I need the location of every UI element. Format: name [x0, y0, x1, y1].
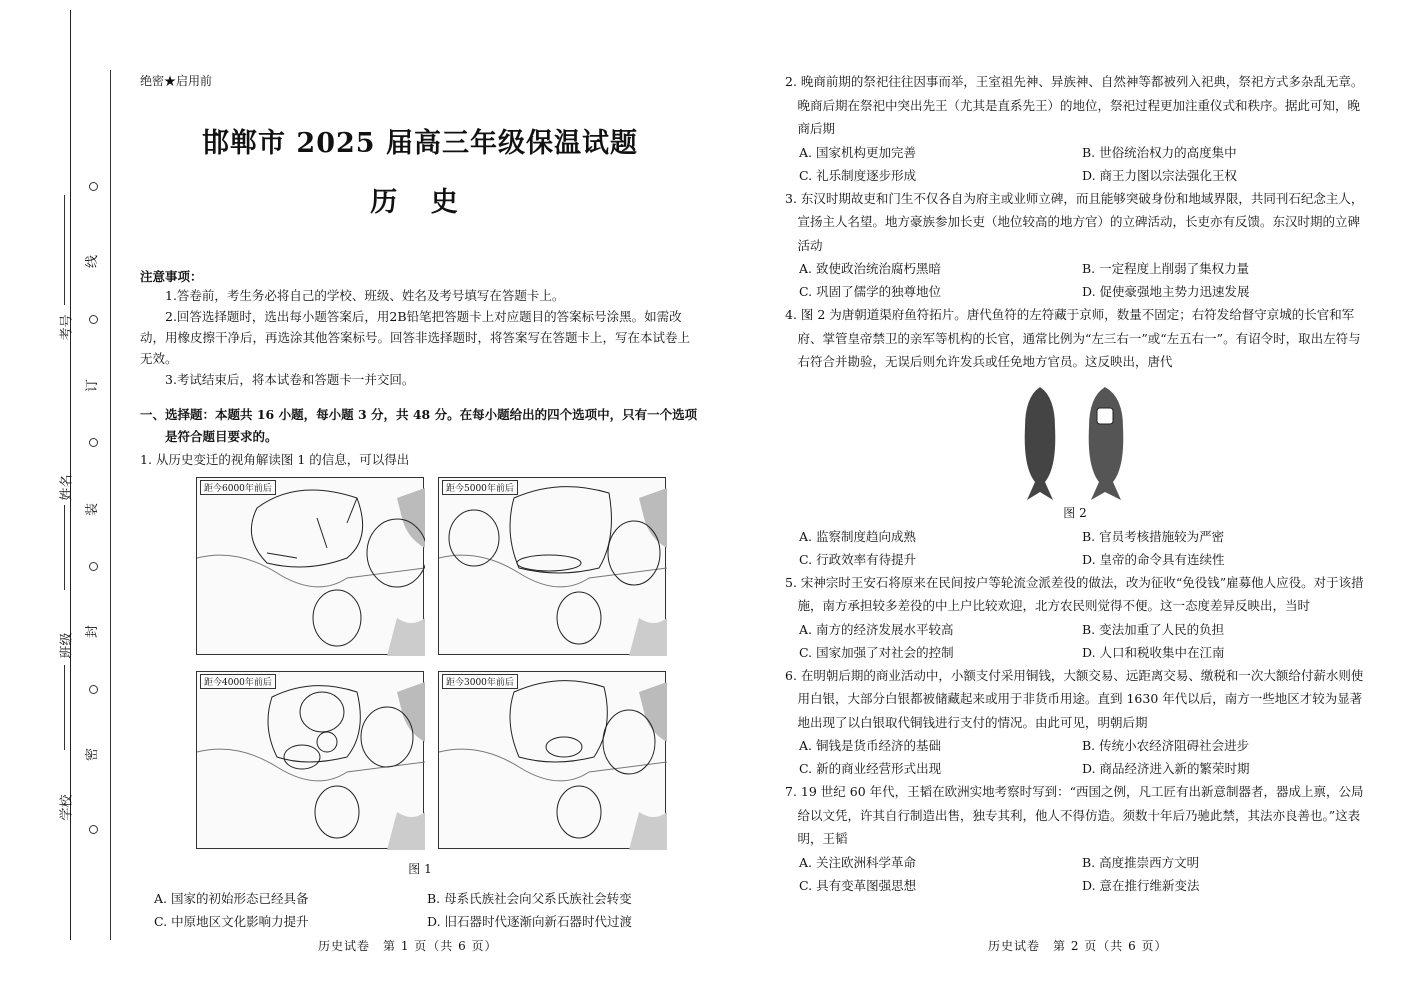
- option: A. 国家的初始形态已经具备: [154, 891, 309, 906]
- binding-hole: [89, 685, 98, 694]
- question-6-options: [785, 734, 1365, 780]
- question-1-options: [140, 887, 700, 933]
- map-panel: [438, 477, 666, 655]
- option: C. 礼乐制度逐步形成: [799, 167, 917, 183]
- page-2: [785, 70, 1365, 897]
- field-underline: [64, 505, 65, 590]
- option: B. 传统小农经济阻碍社会进步: [1082, 738, 1250, 753]
- map-drawing: [197, 478, 425, 656]
- question-2-stem: 2. 晚商前期的祭祀往往因事而举，王室祖先神、异族神、自然神等都被列入祀典，祭祀方式多杂乱无章。晚商后期在祭祀中突出先王（尤其是直系先王）的地位，祭祀过程更加注重仪式和秩序。据此可知，晚商后期: [785, 74, 1364, 136]
- map-panel: [196, 671, 424, 849]
- question-5-options: [785, 618, 1365, 664]
- option: B. 高度推崇西方文明: [1082, 854, 1200, 870]
- option: C. 具有变革图强思想: [799, 877, 917, 893]
- map-drawing: [439, 478, 667, 656]
- page-2-footer: 历史试卷 第 2 页（共 6 页）: [988, 939, 1168, 953]
- option: A. 监察制度趋向成熟: [799, 528, 916, 544]
- option: A. 国家机构更加完善: [799, 144, 916, 160]
- page-1: [140, 70, 700, 933]
- option: A. 致使政治统治腐朽黑暗: [799, 261, 941, 276]
- option: D. 旧石器时代逐渐向新石器时代过渡: [427, 914, 633, 929]
- notice-heading: 注意事项：: [140, 269, 203, 284]
- option: A. 关注欧洲科学革命: [799, 854, 916, 870]
- binding-char: 封: [85, 624, 101, 639]
- binding-char: 线: [85, 254, 101, 269]
- notice-item: 1.答卷前，考生务必将自己的学校、班级、姓名及考号填写在答题卡上。: [165, 288, 565, 303]
- field-underline: [64, 665, 65, 750]
- figure-2-caption: 图 2: [1063, 505, 1087, 520]
- question-7-options: [785, 851, 1365, 897]
- question-2-options: [785, 141, 1365, 187]
- option: D. 商王力图以宗法强化王权: [1082, 167, 1238, 183]
- question-4-stem: 4. 图 2 为唐朝道渠府鱼符拓片。唐代鱼符的左符藏于京师，数量不固定；右符发给督守京城的长官和军府、掌管皇帝禁卫的亲军等机构的长官，通常比例为“左三右一”或“左五右一”。有诏令时，取出左符与右符合并勘验，无误后则允许发兵或任免地方官员。这反映出，唐代: [785, 307, 1361, 369]
- page-1-footer: 历史试卷 第 1 页（共 6 页）: [318, 939, 498, 953]
- question-5-stem: 5. 宋神宗时王安石将原来在民间按户等轮流佥派差役的做法，改为征收“免役钱”雇募他人应役。对于该措施，南方承担较多差役的中上户比较欢迎，北方农民则觉得不便。这一态度差异反映出，当时: [785, 574, 1364, 613]
- option: B. 变法加重了人民的负担: [1082, 621, 1225, 637]
- question-4-options: [785, 525, 1365, 571]
- option: D. 人口和税收集中在江南: [1082, 644, 1225, 660]
- binding-hole: [89, 562, 98, 571]
- question-3-options: [785, 257, 1365, 303]
- binding-char: 装: [85, 502, 101, 517]
- question-6-stem: 6. 在明朝后期的商业活动中，小额支付采用铜钱，大额交易、远距离交易、缴税和一次大额给付薪水则使用白银，大部分白银都被储藏起来或用于非货币用途。直到 1630 年代以后，南方一些地区才较为显著地出现了以白银取代铜钱进行支付的情况。由此可见，明朝后期: [785, 667, 1364, 730]
- map-label: 距今6000年前后: [200, 480, 276, 495]
- map-label: 距今5000年前后: [442, 480, 518, 495]
- option: B. 官员考核措施较为严密: [1082, 528, 1225, 544]
- notice-item: 3.考试结束后，将本试卷和答题卡一并交回。: [165, 372, 415, 387]
- option: A. 铜钱是货币经济的基础: [799, 738, 941, 753]
- question-7-stem: 7. 19 世纪 60 年代，王韬在欧洲实地考察时写到：“西国之例，凡工匠有出新意制器者，器成上禀，公局给以文凭，许其自行制造出售，独专其利，他人不得仿造。须数十年后乃驰此禁，其法亦良善也。”这表明，王韬: [785, 784, 1364, 846]
- option: B. 世俗统治权力的高度集中: [1082, 144, 1237, 160]
- field-school: 学校: [59, 794, 75, 821]
- fish-tally-figure: [1005, 382, 1145, 502]
- secret-mark: 绝密★启用前: [140, 74, 213, 88]
- map-label: 距今3000年前后: [442, 674, 518, 689]
- figure-1-caption: 图 1: [408, 862, 432, 876]
- binding-hole: [89, 825, 98, 834]
- map-drawing: [439, 672, 667, 850]
- option: B. 一定程度上削弱了集权力量: [1082, 261, 1250, 276]
- binding-char: 密: [85, 747, 101, 762]
- binding-hole: [89, 438, 98, 447]
- option: D. 商品经济进入新的繁荣时期: [1082, 761, 1250, 776]
- field-underline: [64, 195, 65, 305]
- binding-char: 订: [85, 378, 101, 393]
- option: D. 皇帝的命令具有连续性: [1082, 551, 1225, 567]
- option: C. 新的商业经营形式出现: [799, 761, 942, 776]
- notice-item: 2.回答选择题时，选出每小题答案后，用2B铅笔把答题卡上对应题目的答案标号涂黑。如需改动，用橡皮擦干净后，再选涂其他答案标号。回答非选择题时，将答案写在答题卡上，写在本试卷上无效。: [140, 309, 691, 366]
- field-name: 姓名: [59, 474, 75, 501]
- figure-1-maps: [196, 477, 666, 852]
- binding-hole: [89, 182, 98, 191]
- option: B. 母系氏族社会向父系氏族社会转变: [427, 891, 632, 906]
- option: C. 中原地区文化影响力提升: [154, 914, 309, 929]
- exam-title: 邯郸市 2025 届高三年级保温试题: [202, 128, 638, 159]
- field-exam-number: 考号: [59, 314, 75, 341]
- exam-subject: 历 史: [370, 187, 470, 218]
- question-3-stem: 3. 东汉时期故吏和门生不仅各自为府主或业师立碑，而且能够突破身份和地域界限，共同刊石纪念主人，宣扬主人名望。地方豪族参加长吏（地位较高的地方官）的立碑活动，长吏亦有反馈。东汉时期的立碑活动: [785, 190, 1364, 253]
- section-heading: 一、选择题：本题共 16 小题，每小题 3 分，共 48 分。在每小题给出的四个选项中，只有一个选项是符合题目要求的。: [140, 407, 698, 444]
- option: C. 国家加强了对社会的控制: [799, 644, 954, 660]
- map-drawing: [197, 672, 425, 850]
- map-label: 距今4000年前后: [200, 674, 276, 689]
- binding-cut-line: [110, 70, 112, 940]
- map-panel: [438, 671, 666, 849]
- question-1-stem: 1. 从历史变迁的视角解读图 1 的信息，可以得出: [140, 452, 410, 467]
- option: C. 行政效率有待提升: [799, 551, 917, 567]
- option: D. 意在推行维新变法: [1082, 877, 1200, 893]
- option: C. 巩固了儒学的独尊地位: [799, 284, 942, 299]
- field-class: 班级: [59, 632, 75, 659]
- binding-hole: [89, 315, 98, 324]
- option: D. 促使豪强地主势力迅速发展: [1082, 284, 1250, 299]
- map-panel: [196, 477, 424, 655]
- option: A. 南方的经济发展水平较高: [799, 621, 954, 637]
